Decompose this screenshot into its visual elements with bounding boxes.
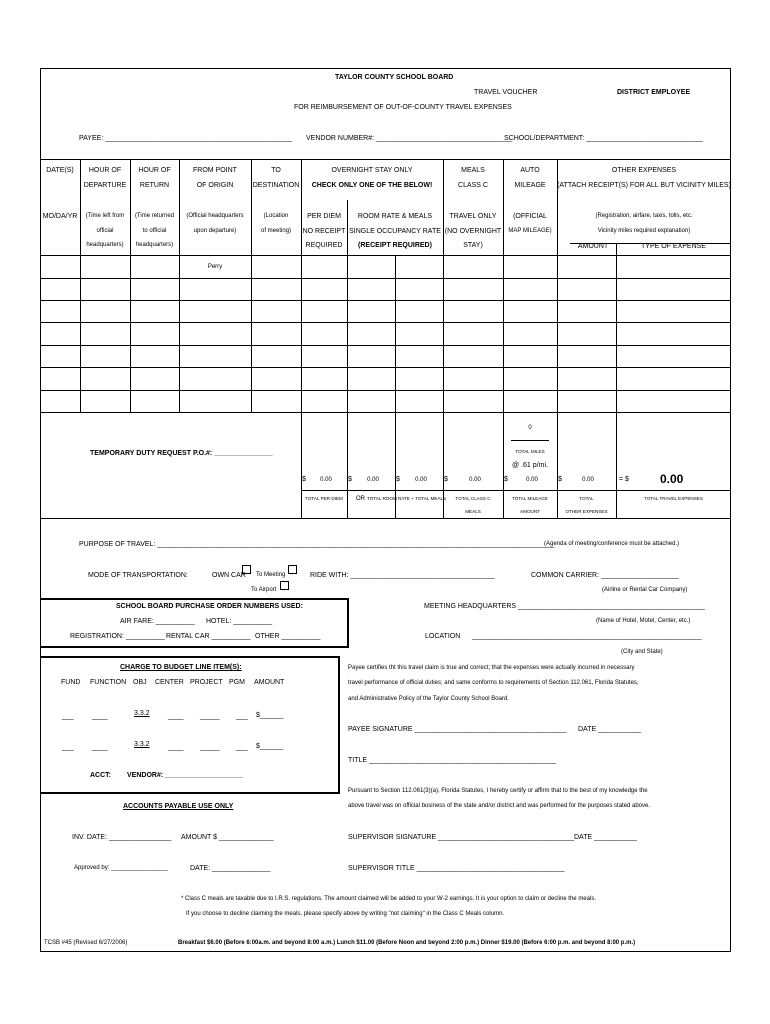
location-field[interactable]: ___________________________________________________________ xyxy=(472,633,702,640)
ride-with-field[interactable]: RIDE WITH: _____________________________________ xyxy=(310,572,495,579)
purpose-note: (Agenda of meeting/conference must be attached.) xyxy=(544,541,680,547)
budget-project[interactable]: _____ xyxy=(200,713,220,720)
total-perdiem: 0.00 xyxy=(320,477,332,483)
po-other[interactable]: OTHER __________ xyxy=(255,633,321,640)
meals-tax-note: * Class C meals are taxable due to I.R.S. regulations. The amount claimed will be added to your W-2 earnings. It is your option to claim or decline the meals. xyxy=(181,896,596,902)
meeting-hq-field[interactable]: ________________________________________________ xyxy=(518,603,705,610)
mode-of-transportation: MODE OF TRANSPORTATION: xyxy=(88,572,188,579)
budget-fund[interactable]: ___ xyxy=(62,744,74,751)
total-other: 0.00 xyxy=(582,477,594,483)
sub-room-2: SINGLE OCCUPANCY RATE xyxy=(349,228,441,235)
dollar-perdiem: $ xyxy=(302,476,306,483)
po-rental-car[interactable]: RENTAL CAR __________ xyxy=(166,633,251,640)
meal-rates: Breakfast $6.00 (Before 6:00a.m. and beyond 8:00 a.m.) Lunch $11.00 (Before Noon and beyond 2:00 p.m.) Dinner $19.00 (Before 6:00 p.m. and beyond 8:00 p.m.) xyxy=(178,940,636,946)
po-airfare[interactable]: AIR FARE: __________ xyxy=(120,618,195,625)
payee-signature[interactable]: PAYEE SIGNATURE _______________________________________ xyxy=(348,726,567,733)
lbl-total-travel: TOTAL TRAVEL EXPENSES xyxy=(644,496,703,501)
sub-departure-2: official xyxy=(96,228,114,234)
sub-dest-2: of meeting) xyxy=(260,228,291,234)
payee-field[interactable]: PAYEE: ________________________________________________ xyxy=(79,135,293,142)
dollar-other: $ xyxy=(558,476,562,483)
mileage-rate: @ .61 p/mi. xyxy=(512,462,548,469)
form-frame xyxy=(40,68,731,952)
to-meeting-label: To Meeting xyxy=(256,572,286,578)
sub-official: (OFFICIAL xyxy=(513,213,547,220)
board-title: TAYLOR COUNTY SCHOOL BOARD xyxy=(335,74,454,81)
to-meeting-checkbox[interactable] xyxy=(288,565,297,574)
meeting-hq-note: (Name of Hotel, Motel, Center, etc.) xyxy=(596,618,691,624)
affirm-line-1: Pursuant to Section 112.061(3)(a), Florida Statutes, I hereby certify or affirm that to the best of my knowledge the xyxy=(348,788,648,794)
sub-perdiem-3: REQUIRED xyxy=(305,242,343,249)
total-room-a: 0.00 xyxy=(367,477,379,483)
sub-room: ROOM RATE & MEALS xyxy=(357,213,433,220)
budget-obj[interactable]: 3.3.2 xyxy=(134,710,150,717)
col-other: OTHER EXPENSES xyxy=(611,167,677,174)
to-airport-checkbox[interactable] xyxy=(280,581,289,590)
col-destination-2: DESTINATION xyxy=(252,182,300,189)
budget-head-obj: OBJ xyxy=(133,679,147,686)
lbl-total-meals-2: MEALS xyxy=(465,509,481,514)
equals-dollar: = $ xyxy=(619,476,629,483)
lbl-total-other-2: OTHER EXPENSES xyxy=(565,509,608,514)
purpose-of-travel[interactable]: PURPOSE OF TRAVEL: ______________________________________________________________________________________________________ xyxy=(79,541,555,548)
sub-perdiem: PER DIEM xyxy=(307,213,341,220)
sub-perdiem-2: NO RECEIPT xyxy=(302,228,346,235)
certify-line-1: Payee certifies tht this travel claim is true and correct; that the expenses were actually incurred in necessary xyxy=(348,665,635,671)
budget-project[interactable]: _____ xyxy=(200,744,220,751)
budget-title: CHARGE TO BUDGET LINE ITEM(S): xyxy=(120,664,242,671)
budget-head-pgm: PGM xyxy=(229,679,245,686)
form-number: TCSB #45 (Revised 6/27/2006) xyxy=(44,940,128,946)
budget-center[interactable]: ____ xyxy=(168,744,184,751)
budget-pgm[interactable]: ___ xyxy=(236,744,248,751)
budget-head-project: PROJECT xyxy=(190,679,223,686)
lbl-total-other: TOTAL xyxy=(579,496,594,501)
supervisor-title[interactable]: SUPERVISOR TITLE ______________________________________ xyxy=(348,865,565,872)
to-airport-label: To Airport xyxy=(251,587,277,593)
sub-travel-2: (NO OVERNIGHT xyxy=(444,228,502,235)
ap-amount[interactable]: AMOUNT $ ______________ xyxy=(181,834,274,841)
col-meals-2: CLASS C xyxy=(458,182,488,189)
lbl-total-mileage-2: AMOUNT xyxy=(520,509,540,514)
vendor-number-field[interactable]: VENDOR NUMBER#: ___________________________________ xyxy=(306,135,513,142)
lbl-or: OR xyxy=(356,496,365,502)
dollar-meals: $ xyxy=(444,476,448,483)
col-overnight-2: CHECK ONLY ONE OF THE BELOW! xyxy=(311,182,433,189)
budget-head-amount: AMOUNT xyxy=(254,679,285,686)
certify-line-2: travel performance of official duties; and same conforms to requirements of Section 112.061, Florida Statutes, xyxy=(348,680,639,686)
common-carrier-note: (Airline or Rental Car Company) xyxy=(602,587,688,593)
col-overnight: OVERNIGHT STAY ONLY xyxy=(331,167,413,174)
employee-type: DISTRICT EMPLOYEE xyxy=(617,89,691,96)
payee-date[interactable]: DATE ___________ xyxy=(578,726,641,733)
budget-head-center: CENTER xyxy=(155,679,184,686)
lbl-total-perdiem: TOTAL PER DIEM xyxy=(305,496,343,501)
affirm-line-2: above travel was on official business of the state and/or district and was performed for the purposes stated above. xyxy=(348,803,651,809)
col-return-2: RETURN xyxy=(139,182,170,189)
budget-pgm[interactable]: ___ xyxy=(236,713,248,720)
total-meals: 0.00 xyxy=(469,477,481,483)
ap-date[interactable]: DATE: _______________ xyxy=(190,865,271,872)
dollar-mileage: $ xyxy=(504,476,508,483)
sub-amount: AMOUNT xyxy=(577,243,609,250)
sub-origin-2: upon departure) xyxy=(193,228,237,234)
sub-dest: (Location xyxy=(263,213,289,219)
school-department-field[interactable]: SCHOOL/DEPARTMENT: ______________________________ xyxy=(504,135,703,142)
sub-departure: (Time left from xyxy=(85,213,125,219)
supervisor-date[interactable]: DATE ___________ xyxy=(574,834,637,841)
budget-amount[interactable]: $______ xyxy=(256,712,284,719)
payee-title[interactable]: TITLE ________________________________________________ xyxy=(348,757,556,764)
sub-date: MO/DA/YR xyxy=(42,213,78,220)
col-return: HOUR OF xyxy=(138,167,171,174)
col-other-2: (ATTACH RECEIPT(S) FOR ALL BUT VICINITY MILES) xyxy=(557,182,731,189)
sub-other-2: Vicinity miles required explanation) xyxy=(597,228,691,234)
certify-line-3: and Administrative Policy of the Taylor County School Board. xyxy=(348,696,509,702)
sub-room-3: (RECEIPT REQUIRED) xyxy=(358,242,432,249)
total-mileage: 0.00 xyxy=(526,477,538,483)
vendor-field[interactable]: VENDOR#: ____________________ xyxy=(127,772,243,779)
col-auto: AUTO xyxy=(520,167,540,174)
acct-label: ACCT: xyxy=(90,772,111,779)
lbl-total-meals: TOTAL CLASS C xyxy=(455,496,491,501)
po-registration[interactable]: REGISTRATION: __________ xyxy=(70,633,165,640)
budget-center[interactable]: ____ xyxy=(168,713,184,720)
meeting-hq-label: MEETING HEADQUARTERS xyxy=(424,603,517,610)
budget-function[interactable]: ____ xyxy=(92,744,108,751)
voucher-purpose: FOR REIMBURSEMENT OF OUT-OF-COUNTY TRAVEL EXPENSES xyxy=(294,104,512,111)
sub-departure-3: headquarters) xyxy=(86,242,124,248)
po-title: SCHOOL BOARD PURCHASE ORDER NUMBERS USED: xyxy=(116,603,303,610)
own-car-checkbox[interactable] xyxy=(242,565,251,574)
col-date: DATE(S) xyxy=(46,167,74,174)
supervisor-signature[interactable]: SUPERVISOR SIGNATURE ___________________________________ xyxy=(348,834,575,841)
po-hotel[interactable]: HOTEL: __________ xyxy=(206,618,273,625)
col-origin: FROM POINT xyxy=(193,167,237,174)
total-miles-label: TOTAL MILES xyxy=(515,449,545,454)
col-auto-2: MILEAGE xyxy=(514,182,546,189)
dollar-room-a: $ xyxy=(348,476,352,483)
total-room-b: 0.00 xyxy=(415,477,427,483)
budget-function[interactable]: ____ xyxy=(92,713,108,720)
voucher-title: TRAVEL VOUCHER xyxy=(474,89,538,96)
col-origin-2: OF ORIGIN xyxy=(196,182,234,189)
temporary-duty-po[interactable]: TEMPORARY DUTY REQUEST P.O.#: _______________ xyxy=(90,450,273,457)
lbl-total-mileage: TOTAL MILEAGE xyxy=(512,496,548,501)
sub-other: (Registration, airfare, taxis, tolls, etc. xyxy=(595,213,693,219)
budget-obj[interactable]: 3.3.2 xyxy=(134,741,150,748)
ap-title: ACCOUNTS PAYABLE USE ONLY xyxy=(123,803,234,810)
dollar-room-b: $ xyxy=(396,476,400,483)
sub-return: (Time returned xyxy=(134,213,175,219)
col-departure: HOUR OF xyxy=(88,167,122,174)
meals-decline-note: If you choose to decline claiming the meals, please specify above by writing "not claiming" in the Class C Meals column. xyxy=(186,911,505,917)
ap-approved[interactable]: Approved by: _________________ xyxy=(74,865,168,871)
sub-type: TYPE OF EXPENSE xyxy=(641,243,706,250)
budget-head-fund: FUND xyxy=(61,679,81,686)
ap-inv-date[interactable]: INV. DATE: ________________ xyxy=(72,834,172,841)
col-departure-2: DEPARTURE xyxy=(83,182,127,189)
sub-travel: TRAVEL ONLY xyxy=(449,213,497,220)
sub-origin: (Official headquarters xyxy=(186,213,244,219)
own-car-label: OWN CAR xyxy=(212,572,246,579)
sub-return-2: to official xyxy=(142,228,167,234)
row1-origin[interactable]: Perry xyxy=(207,264,223,270)
budget-amount[interactable]: $______ xyxy=(256,743,284,750)
sub-travel-3: STAY) xyxy=(463,242,483,249)
grand-total: 0.00 xyxy=(660,472,684,486)
budget-fund[interactable]: ___ xyxy=(62,713,74,720)
common-carrier-field[interactable]: COMMON CARRIER: ____________________ xyxy=(531,572,679,579)
lbl-total-room: TOTAL ROOM RATE + TOTAL MEALS xyxy=(367,496,447,501)
sub-return-3: headquarters) xyxy=(135,242,174,248)
budget-head-function: FUNCTION xyxy=(90,679,127,686)
location-note: (City and State) xyxy=(621,649,663,655)
col-destination: TO xyxy=(271,167,281,174)
total-miles-value: 0 xyxy=(528,425,532,431)
location-label: LOCATION xyxy=(425,633,461,640)
col-meals: MEALS xyxy=(461,167,485,174)
sub-official-2: MAP MILEAGE) xyxy=(508,228,552,234)
